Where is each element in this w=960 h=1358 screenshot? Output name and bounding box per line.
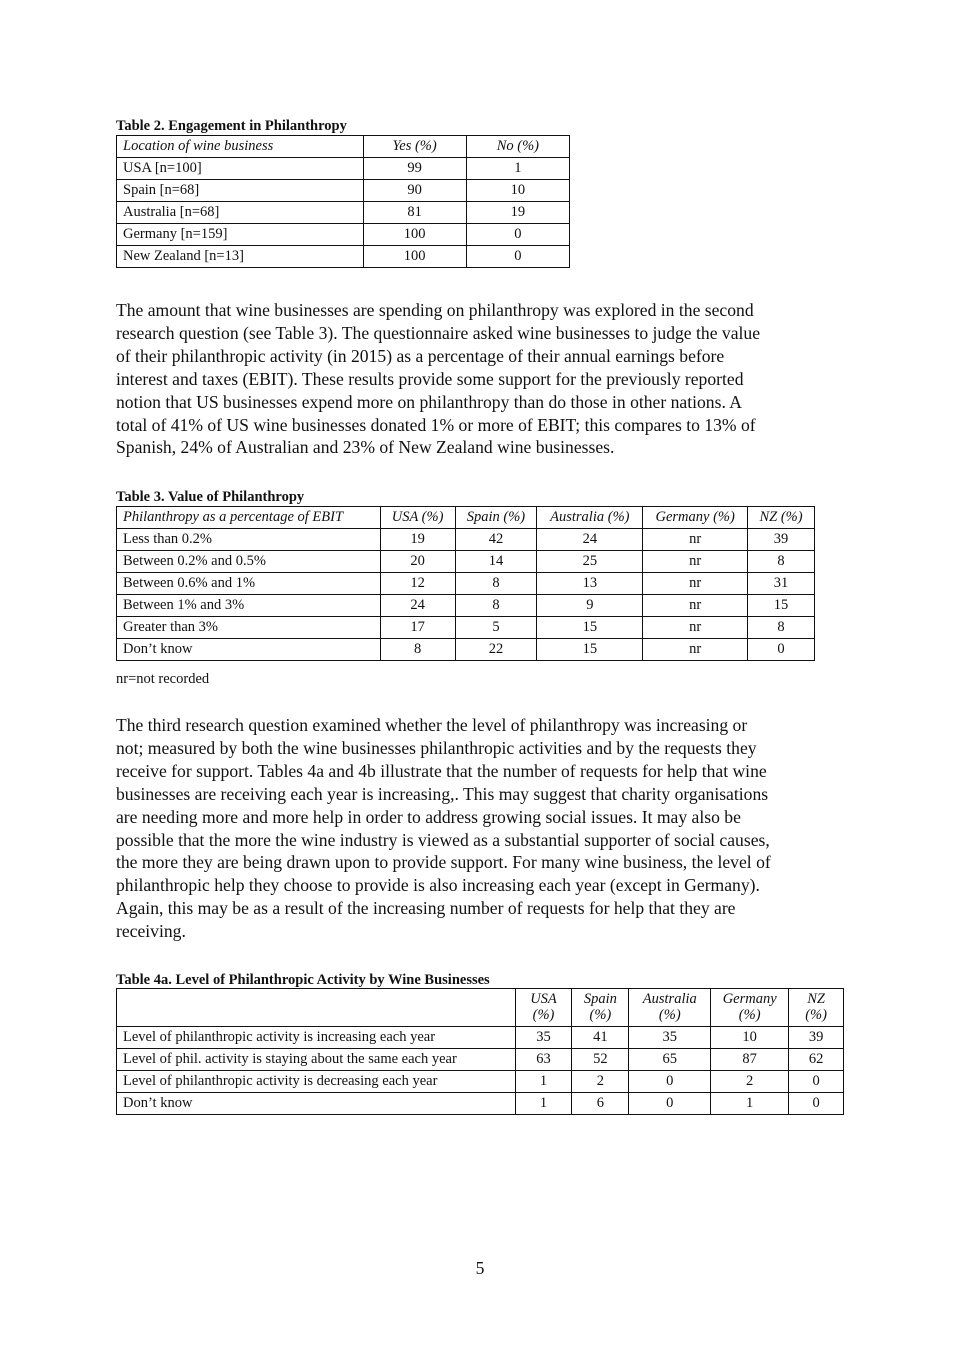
value-cell: 8 — [455, 573, 537, 595]
table4a-header-germany: Germany (%) — [711, 989, 789, 1027]
paragraph-line: possible that the more the wine industry is viewed as a substantial supporter of social causes, — [116, 829, 770, 850]
paragraph-spending — [116, 299, 846, 459]
value-cell: 22 — [455, 639, 537, 661]
table3-header-row — [117, 507, 815, 529]
row-label-cell: Spain [n=68] — [117, 180, 364, 202]
table4a — [116, 988, 844, 1115]
row-label-cell: Between 1% and 3% — [117, 595, 381, 617]
paragraph-line: The amount that wine businesses are spending on philanthropy was explored in the second — [116, 300, 754, 320]
value-cell: nr — [643, 595, 748, 617]
value-cell: 10 — [711, 1027, 789, 1049]
table-row — [117, 1027, 844, 1049]
table-row — [117, 573, 815, 595]
table2-header-location: Location of wine business — [117, 136, 364, 158]
value-cell: 8 — [748, 617, 815, 639]
value-cell: 90 — [363, 180, 466, 202]
table-row — [117, 224, 570, 246]
value-cell: 19 — [380, 529, 455, 551]
table-row — [117, 158, 570, 180]
table-row — [117, 1093, 844, 1115]
value-cell: 20 — [380, 551, 455, 573]
paragraph-line: research question (see Table 3). The questionnaire asked wine businesses to judge the value — [116, 322, 761, 343]
value-cell: 24 — [380, 595, 455, 617]
row-label-cell: Germany [n=159] — [117, 224, 364, 246]
value-cell: 12 — [380, 573, 455, 595]
value-cell: 2 — [572, 1071, 629, 1093]
paragraph-line: philanthropic help they choose to provide is also increasing each year (except in Germany). — [116, 875, 760, 896]
table3 — [116, 506, 815, 661]
row-label-cell: Don’t know — [117, 1093, 516, 1115]
row-label-cell: Australia [n=68] — [117, 202, 364, 224]
value-cell: 39 — [789, 1027, 844, 1049]
table3-header-germany: Germany (%) — [643, 507, 748, 529]
table3-header-nz: NZ (%) — [748, 507, 815, 529]
paragraph-line: total of 41% of US wine businesses donated 1% or more of EBIT; this compares to 13% of — [116, 414, 756, 435]
value-cell: 0 — [748, 639, 815, 661]
row-label-cell: Level of philanthropic activity is increasing each year — [117, 1027, 516, 1049]
table-row — [117, 529, 815, 551]
value-cell: 13 — [537, 573, 643, 595]
value-cell: 6 — [572, 1093, 629, 1115]
table2-header-yes: Yes (%) — [363, 136, 466, 158]
value-cell: 0 — [789, 1071, 844, 1093]
value-cell: nr — [643, 529, 748, 551]
row-label-cell: Less than 0.2% — [117, 529, 381, 551]
paragraph-line: of their philanthropic activity (in 2015) as a percentage of their annual earnings before — [116, 345, 725, 366]
paragraph-line: notion that US businesses expend more on philanthropy than do those in other nations. A — [116, 391, 742, 412]
value-cell: 15 — [537, 639, 643, 661]
table4a-header-usa: USA (%) — [515, 989, 572, 1027]
value-cell: 100 — [363, 246, 466, 268]
table-row — [117, 246, 570, 268]
value-cell: 15 — [748, 595, 815, 617]
value-cell: 81 — [363, 202, 466, 224]
table2-caption: Table 2. Engagement in Philanthropy — [116, 118, 347, 134]
value-cell: 9 — [537, 595, 643, 617]
value-cell: 65 — [629, 1049, 711, 1071]
value-cell: 0 — [629, 1071, 711, 1093]
table-row — [117, 639, 815, 661]
table3-header-usa: USA (%) — [380, 507, 455, 529]
row-label-cell: Level of phil. activity is staying about the same each year — [117, 1049, 516, 1071]
value-cell: 1 — [515, 1071, 572, 1093]
value-cell: 19 — [466, 202, 569, 224]
table-row — [117, 595, 815, 617]
table-row — [117, 1049, 844, 1071]
table4a-header-nz: NZ (%) — [789, 989, 844, 1027]
table3-note: nr=not recorded — [116, 671, 210, 687]
table3-header-spain: Spain (%) — [455, 507, 537, 529]
value-cell: 0 — [789, 1093, 844, 1115]
value-cell: 14 — [455, 551, 537, 573]
table4a-header-blank — [117, 989, 516, 1027]
value-cell: 25 — [537, 551, 643, 573]
table3-header-australia: Australia (%) — [537, 507, 643, 529]
paragraph-line: Again, this may be as a result of the increasing number of requests for help that they are — [116, 898, 736, 919]
table2 — [116, 135, 570, 268]
value-cell: nr — [643, 551, 748, 573]
table-row — [117, 202, 570, 224]
value-cell: 8 — [455, 595, 537, 617]
value-cell: 31 — [748, 573, 815, 595]
value-cell: 62 — [789, 1049, 844, 1071]
value-cell: 1 — [711, 1093, 789, 1115]
value-cell: nr — [643, 639, 748, 661]
table4a-header-australia: Australia (%) — [629, 989, 711, 1027]
value-cell: 5 — [455, 617, 537, 639]
page-number: 5 — [475, 1258, 485, 1278]
row-label-cell: New Zealand [n=13] — [117, 246, 364, 268]
row-label-cell: Greater than 3% — [117, 617, 381, 639]
value-cell: 41 — [572, 1027, 629, 1049]
table-row — [117, 180, 570, 202]
value-cell: 35 — [629, 1027, 711, 1049]
row-label-cell: Between 0.2% and 0.5% — [117, 551, 381, 573]
value-cell: 17 — [380, 617, 455, 639]
row-label-cell: Don’t know — [117, 639, 381, 661]
paragraph-line: The third research question examined whether the level of philanthropy was increasing or — [116, 715, 748, 735]
value-cell: 2 — [711, 1071, 789, 1093]
value-cell: 15 — [537, 617, 643, 639]
table2-header-no: No (%) — [466, 136, 569, 158]
paragraph-line: are needing more and more help in order to address growing social issues. It may also be — [116, 806, 741, 827]
value-cell: 1 — [466, 158, 569, 180]
value-cell: 10 — [466, 180, 569, 202]
row-label-cell: USA [n=100] — [117, 158, 364, 180]
table4a-caption: Table 4a. Level of Philanthropic Activity by Wine Businesses — [116, 972, 490, 988]
table2-header-row — [117, 136, 570, 158]
paragraph-line: the more they are being drawn upon to provide support. For many wine business, the level of — [116, 852, 771, 873]
table-row — [117, 617, 815, 639]
value-cell: 100 — [363, 224, 466, 246]
table-row — [117, 1071, 844, 1093]
value-cell: 39 — [748, 529, 815, 551]
paragraph-third-question — [116, 714, 846, 943]
value-cell: nr — [643, 573, 748, 595]
paragraph-line: businesses are receiving each year is increasing,. This may suggest that charity organisations — [116, 783, 769, 804]
value-cell: 0 — [629, 1093, 711, 1115]
value-cell: 52 — [572, 1049, 629, 1071]
value-cell: nr — [643, 617, 748, 639]
paragraph-line: receiving. — [116, 921, 186, 942]
value-cell: 1 — [515, 1093, 572, 1115]
value-cell: 63 — [515, 1049, 572, 1071]
row-label-cell: Level of philanthropic activity is decreasing each year — [117, 1071, 516, 1093]
value-cell: 0 — [466, 246, 569, 268]
value-cell: 0 — [466, 224, 569, 246]
table3-header-ebit: Philanthropy as a percentage of EBIT — [117, 507, 381, 529]
paragraph-line: Spanish, 24% of Australian and 23% of New Zealand wine businesses. — [116, 437, 615, 458]
paragraph-line: not; measured by both the wine businesses philanthropic activities and by the requests they — [116, 737, 757, 758]
value-cell: 8 — [380, 639, 455, 661]
table3-caption: Table 3. Value of Philanthropy — [116, 489, 305, 505]
table-row — [117, 551, 815, 573]
paragraph-line: interest and taxes (EBIT). These results provide some support for the previously reported — [116, 368, 744, 389]
value-cell: 99 — [363, 158, 466, 180]
value-cell: 42 — [455, 529, 537, 551]
paragraph-line: receive for support. Tables 4a and 4b illustrate that the number of requests for help that wine — [116, 760, 767, 781]
value-cell: 87 — [711, 1049, 789, 1071]
value-cell: 24 — [537, 529, 643, 551]
table4a-header-spain: Spain (%) — [572, 989, 629, 1027]
value-cell: 35 — [515, 1027, 572, 1049]
table4a-header-row — [117, 989, 844, 1027]
row-label-cell: Between 0.6% and 1% — [117, 573, 381, 595]
value-cell: 8 — [748, 551, 815, 573]
